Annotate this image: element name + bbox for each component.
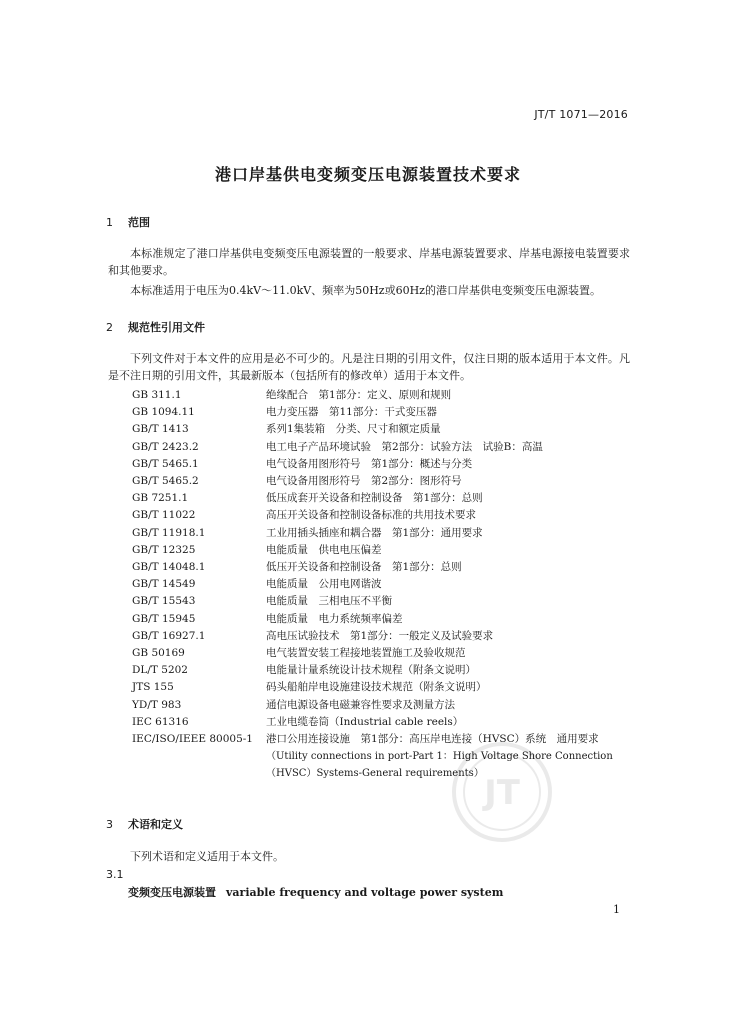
reference-item <box>108 679 634 696</box>
section-1-paragraph-1: 本标准规定了港口岸基供电变频变压电源装置的一般要求、岸基电源装置要求、岸基电源接电装置要求和其他要求。 <box>108 247 630 277</box>
reference-title-zh: 港口公用连接设施 第1部分：高压岸电连接（HVSC）系统 通用要求 <box>266 733 599 746</box>
reference-code: GB 50169 <box>132 647 185 660</box>
reference-title: 电能质量 三相电压不平衡 <box>266 595 392 608</box>
reference-title: 系列1集装箱 分类、尺寸和额定质量 <box>266 423 441 436</box>
reference-title: 电气设备用图形符号 第2部分：图形符号 <box>266 475 462 488</box>
reference-title: 通信电源设备电磁兼容性要求及测量方法 <box>266 698 455 711</box>
reference-title: 电能质量 电力系统频率偏差 <box>266 612 403 625</box>
section-3-intro: 下列术语和定义适用于本文件。 <box>130 850 284 863</box>
reference-title: 低压成套开关设备和控制设备 第1部分：总则 <box>266 492 483 505</box>
section-3-number: 3 <box>106 818 113 831</box>
reference-title: 工业用插头插座和耦合器 第1部分：通用要求 <box>266 526 483 539</box>
reference-code: GB/T 15543 <box>132 595 196 608</box>
reference-code: GB/T 11022 <box>132 509 196 522</box>
reference-list <box>108 387 634 783</box>
reference-item <box>108 542 634 559</box>
reference-title: 电能质量 供电电压偏差 <box>266 543 382 556</box>
reference-code: DL/T 5202 <box>132 664 188 677</box>
reference-item <box>108 439 634 456</box>
reference-item <box>108 507 634 524</box>
reference-item <box>108 525 634 542</box>
reference-code: GB 7251.1 <box>132 492 189 505</box>
reference-item <box>108 628 634 645</box>
jt-seal-watermark-icon <box>450 740 554 844</box>
reference-code: JTS 155 <box>132 681 174 694</box>
reference-title: 高压开关设备和控制设备标准的共用技术要求 <box>266 509 476 522</box>
reference-item <box>108 731 634 783</box>
reference-code: YD/T 983 <box>132 698 182 711</box>
reference-item <box>108 456 634 473</box>
reference-item <box>108 662 634 679</box>
reference-code: GB/T 1413 <box>132 423 189 436</box>
reference-title: 电气装置安装工程接地装置施工及验收规范 <box>266 647 466 660</box>
watermark-text: JT <box>484 773 520 813</box>
reference-item <box>108 559 634 576</box>
section-2-number: 2 <box>106 321 113 334</box>
reference-item <box>108 404 634 421</box>
reference-item <box>108 421 634 438</box>
reference-code: GB/T 14549 <box>132 578 196 591</box>
reference-title: 电能质量 公用电网谐波 <box>266 578 382 591</box>
reference-title: 工业电缆卷筒（Industrial cable reels） <box>266 715 464 728</box>
reference-title: 电能量计量系统设计技术规程（附条文说明） <box>266 664 476 677</box>
reference-code: GB/T 5465.2 <box>132 475 199 488</box>
section-2-title: 规范性引用文件 <box>128 321 205 334</box>
reference-code: GB 311.1 <box>132 389 182 401</box>
reference-title: 码头船舶岸电设施建设技术规范（附条文说明） <box>266 681 487 694</box>
reference-item <box>108 593 634 610</box>
section-2-intro: 下列文件对于本文件的应用是必不可少的。凡是注日期的引用文件，仅注日期的版本适用于本文件。凡是不注日期的引用文件，其最新版本（包括所有的修改单）适用于本文件。 <box>108 352 630 382</box>
reference-code: IEC/ISO/IEEE 80005-1 <box>132 733 253 746</box>
section-1-heading <box>106 214 150 230</box>
term-zh: 变频变压电源装置 <box>128 886 216 899</box>
reference-item <box>108 611 634 628</box>
reference-code: IEC 61316 <box>132 715 189 728</box>
document-title: 港口岸基供电变频变压电源装置技术要求 <box>214 165 521 184</box>
section-3-heading <box>106 816 183 832</box>
reference-title-en: （Utility connections in port-Part 1：High Voltage Shore Connection（HVSC）Systems-General requirements） <box>266 751 613 780</box>
standard-code: JT/T 1071—2016 <box>534 108 628 121</box>
reference-title: 电气设备用图形符号 第1部分：概述与分类 <box>266 457 473 470</box>
reference-item <box>108 576 634 593</box>
reference-code: GB/T 2423.2 <box>132 440 199 453</box>
reference-item <box>108 490 634 507</box>
reference-title: 电工电子产品环境试验 第2部分：试验方法 试验B：高温 <box>266 440 543 453</box>
reference-code: GB/T 11918.1 <box>132 526 206 539</box>
section-1-title: 范围 <box>128 216 150 229</box>
section-3-title: 术语和定义 <box>128 818 183 831</box>
reference-code: GB/T 16927.1 <box>132 629 206 642</box>
reference-code: GB/T 5465.1 <box>132 457 199 470</box>
reference-title: 绝缘配合 第1部分：定义、原则和规则 <box>266 389 452 401</box>
reference-code: GB 1094.11 <box>132 406 195 419</box>
reference-title: 电力变压器 第11部分：干式变压器 <box>266 406 437 419</box>
reference-code: GB/T 12325 <box>132 543 196 556</box>
reference-code: GB/T 15945 <box>132 612 196 625</box>
reference-item <box>108 645 634 662</box>
reference-item <box>108 387 634 404</box>
section-1-number: 1 <box>106 216 113 229</box>
subsection-number: 3.1 <box>106 868 124 881</box>
reference-title: 高电压试验技术 第1部分：一般定义及试验要求 <box>266 629 494 642</box>
term-definition <box>128 884 503 900</box>
section-1-paragraph-2: 本标准适用于电压为0.4kV～11.0kV、频率为50Hz或60Hz的港口岸基供电变频变压电源装置。 <box>130 284 601 297</box>
reference-title: 低压开关设备和控制设备 第1部分：总则 <box>266 561 462 574</box>
section-2-heading <box>106 319 205 335</box>
reference-code: GB/T 14048.1 <box>132 561 206 574</box>
reference-item <box>108 697 634 714</box>
reference-item <box>108 473 634 490</box>
reference-item <box>108 714 634 731</box>
term-en: variable frequency and voltage power system <box>226 886 504 899</box>
page-number: 1 <box>613 903 620 916</box>
